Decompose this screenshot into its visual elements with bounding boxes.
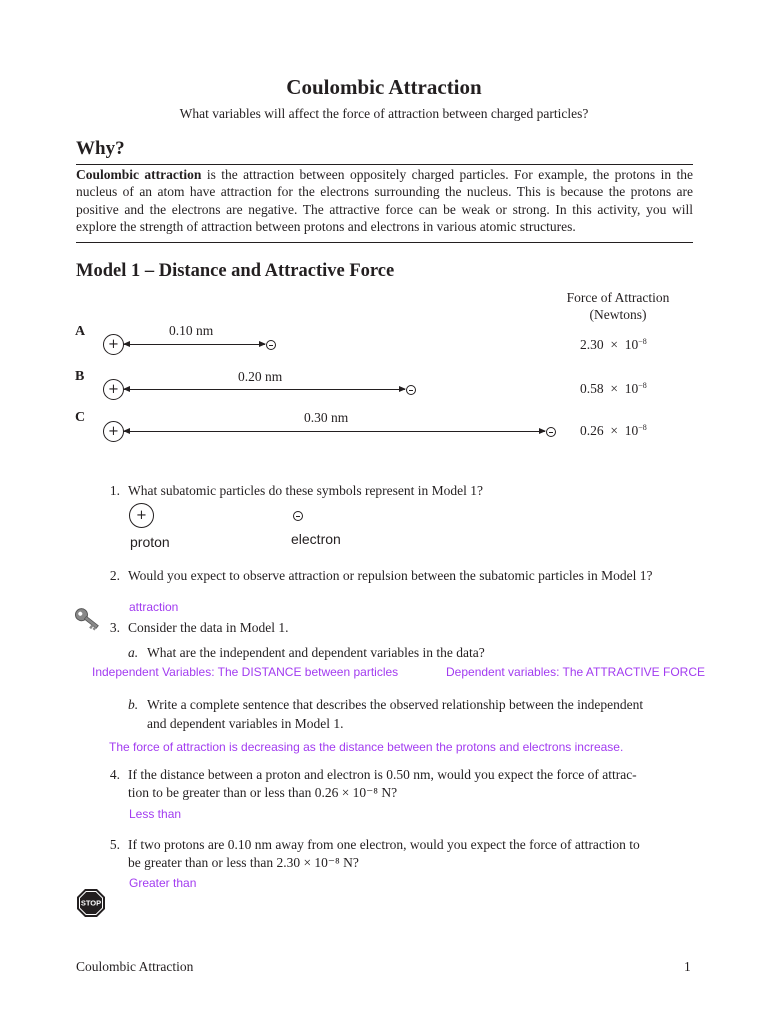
page-subtitle: What variables will affect the force of attraction between charged particles? [179,106,589,121]
times-sign: × [610,381,618,396]
model1-heading: Model 1 – Distance and Attractive Force [76,261,395,281]
force-header-line2: (Newtons) [589,306,647,322]
page-title: Coulombic Attraction [286,75,482,99]
q1-electron-icon [293,511,303,521]
row-c-distance: 0.30 nm [304,410,349,425]
q5-text-line2: be greater than or less than 2.30 × 10⁻⁸ N? [128,855,359,870]
row-a-distance: 0.10 nm [169,323,214,338]
q1-proton-icon: + [129,503,154,528]
q1-answer-proton: proton [130,534,170,550]
q5-text-line1: If two protons are 0.10 nm away from one electron, would you expect the force of attraction to [128,837,640,852]
why-body-text: is the attraction between oppositely charged particles. For example, the protons in the nucleus of an atom have attraction for the electrons surrounding the nucleus. This is because the protons are positive and the electrons are negative. The attractive force can be weak or strong. In this activity, you will explore the strength of attraction between protons and electrons in various atomic structures. [76,167,693,234]
q3b-text-line1: Write a complete sentence that describes the observed relationship between the independent [147,697,644,712]
row-a-distance-arrow [124,344,265,345]
times-sign: × [610,423,618,438]
stop-sign-icon [76,888,106,918]
q3a-text: What are the independent and dependent variables in the data? [147,645,485,660]
row-b-proton-icon: + [103,379,124,400]
key-icon [72,604,102,634]
row-b-distance-arrow [124,389,405,390]
why-paragraph [76,166,693,235]
row-c-proton-icon: + [103,421,124,442]
row-a-proton-icon: + [103,334,124,355]
force-column-header [548,290,688,323]
why-top-rule [76,164,693,165]
force-exponent: −8 [638,337,647,346]
why-bottom-rule [76,242,693,243]
row-b-force [580,381,647,397]
times-sign: × [610,337,618,352]
force-base: 10 [624,381,639,396]
q4-text-line1: If the distance between a proton and electron is 0.50 nm, would you expect the force of attrac- [128,767,637,782]
q5-number: 5. [109,837,120,852]
row-b-label: B [75,369,85,384]
row-b-electron-icon [406,385,416,395]
row-a-force-coef: 2.30 [580,337,604,352]
row-b-force-coef: 0.58 [580,381,604,396]
row-c-label: C [75,410,86,425]
q2-number: 2. [109,568,120,583]
row-a-label: A [75,324,86,339]
row-c-electron-icon [546,427,556,437]
row-c-force-coef: 0.26 [580,423,604,438]
q3a-label: a. [128,645,139,660]
q2-text: Would you expect to observe attraction or repulsion between the subatomic particles in Model 1? [128,568,653,583]
q2-answer: attraction [129,600,179,614]
row-b-distance: 0.20 nm [238,369,283,384]
q3-text: Consider the data in Model 1. [128,620,289,635]
force-exponent: −8 [638,381,647,390]
q4-text-line2: tion to be greater than or less than 0.26 × 10⁻⁸ N? [128,785,398,800]
q3b-text-line2: and dependent variables in Model 1. [147,716,344,731]
q3b-label: b. [128,697,139,712]
q4-answer: Less than [129,807,182,821]
force-exponent: −8 [638,423,647,432]
q4-number: 4. [109,767,120,782]
row-c-force [580,423,647,439]
q3a-answer-dependent: Dependent variables: The ATTRACTIVE FORCE [446,665,705,679]
force-header-line1: Force of Attraction [566,290,670,305]
q1-answer-electron: electron [291,531,341,547]
page-number: 1 [684,959,691,974]
force-base: 10 [624,337,639,352]
why-term: Coulombic attraction [76,167,202,182]
row-a-force [580,337,647,353]
q3a-answer-independent: Independent Variables: The DISTANCE between particles [92,665,399,679]
stop-sign-text: STOP [80,898,102,908]
row-a-electron-icon [266,340,276,350]
q3b-answer: The force of attraction is decreasing as the distance between the protons and electrons increase. [109,740,624,754]
why-heading: Why? [76,138,125,159]
row-c-distance-arrow [124,431,545,432]
force-base: 10 [624,423,639,438]
footer-title: Coulombic Attraction [76,959,194,974]
q1-number: 1. [109,483,120,498]
q1-text: What subatomic particles do these symbols represent in Model 1? [128,483,484,498]
q3-number: 3. [109,620,120,635]
q5-answer: Greater than [129,876,197,890]
